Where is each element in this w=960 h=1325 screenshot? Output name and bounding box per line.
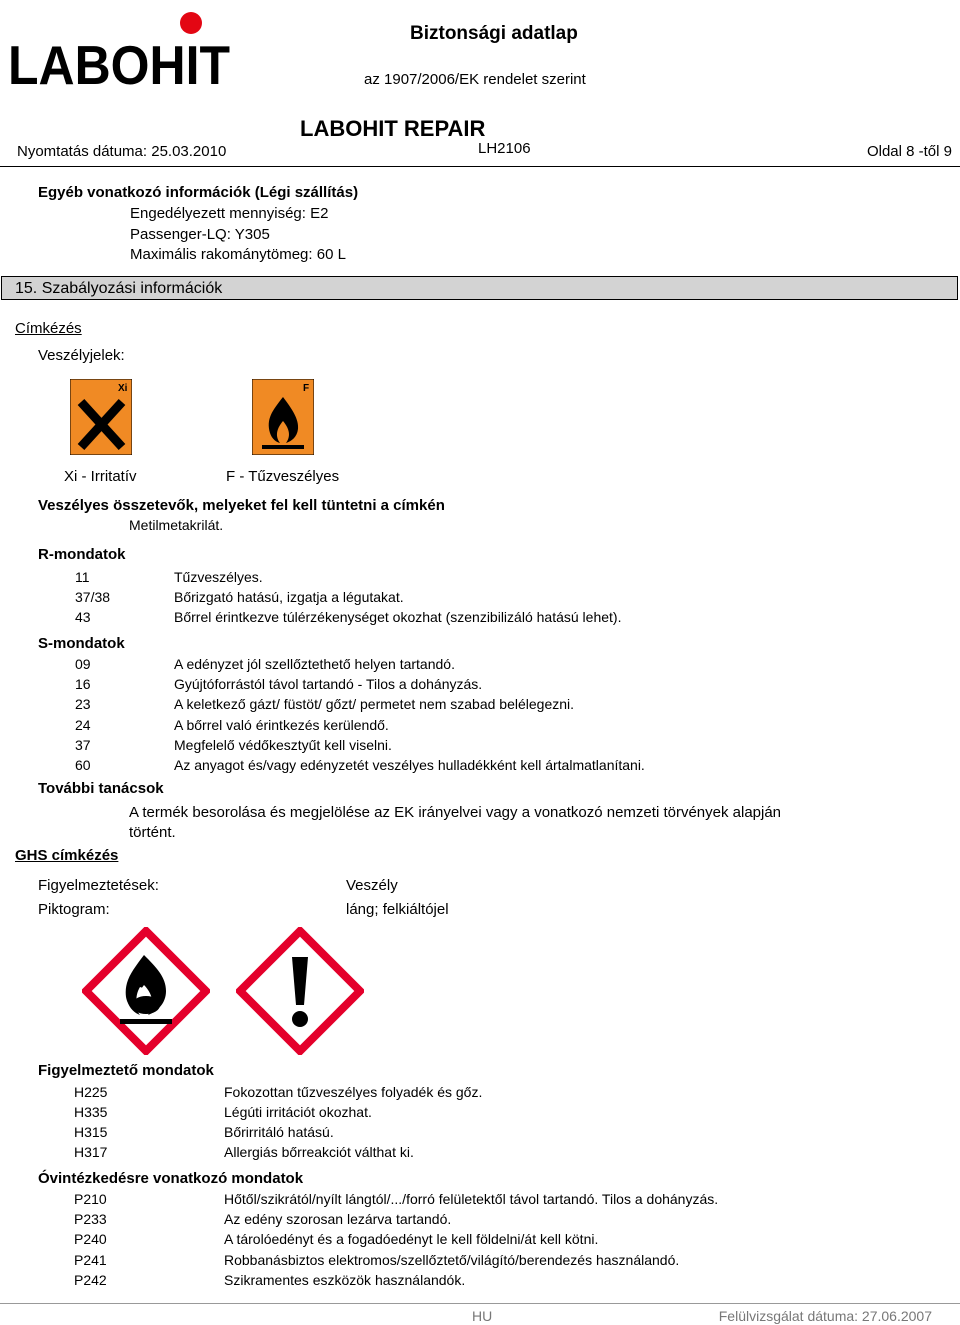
advice-text-line: A termék besorolása és megjelölése az EK irányelvei vagy a vonatkozó nemzeti törvények alapján xyxy=(129,804,782,821)
hazard-symbols-label: Veszélyjelek: xyxy=(38,347,125,364)
pictogram-value: láng; felkiáltójel xyxy=(346,901,449,918)
svg-text:Xi: Xi xyxy=(118,383,128,394)
h-statements-heading: Figyelmeztető mondatok xyxy=(38,1062,214,1079)
other-info-line: Passenger-LQ: Y305 xyxy=(130,226,270,243)
xi-caption: Xi - Irritatív xyxy=(64,468,137,485)
dangerous-components: Metilmetakrilát. xyxy=(129,517,224,533)
s-phrase-code: 24 xyxy=(75,717,91,733)
ghs-flame-pictogram xyxy=(82,927,210,1055)
r-phrase-text: Tűzveszélyes. xyxy=(174,569,263,585)
xi-symbol xyxy=(70,379,132,455)
s-phrase-text: A keletkező gázt/ füstöt/ gőzt/ permetet nem szabad belélegezni. xyxy=(174,696,575,712)
s-phrase-text: Az anyagot és/vagy edényzetét veszélyes hulladékként kell ártalmatlanítani. xyxy=(174,757,645,773)
signal-word-value: Veszély xyxy=(346,877,398,894)
other-info-line: Maximális rakománytömeg: 60 L xyxy=(130,246,346,263)
r-phrase-text: Bőrrel érintkezve túlérzékenységet okozhat (szenzibilizáló hatású lehet). xyxy=(174,609,622,625)
h-statement-text: Bőrirritáló hatású. xyxy=(224,1124,334,1140)
advice-text-line: történt. xyxy=(129,824,176,841)
r-phrase-code: 37/38 xyxy=(75,589,111,605)
footer-revision-date: Felülvizsgálat dátuma: 27.06.2007 xyxy=(718,1308,932,1324)
s-phrase-code: 16 xyxy=(75,676,91,692)
page-number: Oldal 8 -től 9 xyxy=(866,143,952,160)
s-phrase-code: 09 xyxy=(75,656,91,672)
s-phrase-code: 37 xyxy=(75,737,91,753)
s-phrase-text: A edényzet jól szellőztethető helyen tartandó. xyxy=(174,656,455,672)
s-phrase-code: 60 xyxy=(75,757,91,773)
p-statement-code: P241 xyxy=(74,1252,107,1268)
regulation-note: az 1907/2006/EK rendelet szerint xyxy=(364,71,586,88)
r-phrases-heading: R-mondatok xyxy=(38,546,126,563)
company-logo xyxy=(8,6,233,88)
p-statements-heading: Óvintézkedésre vonatkozó mondatok xyxy=(38,1170,304,1187)
h-statement-text: Allergiás bőrreakciót válthat ki. xyxy=(224,1144,414,1160)
product-name: LABOHIT REPAIR xyxy=(300,116,486,141)
s-phrase-text: A bőrrel való érintkezés kerülendő. xyxy=(174,717,389,733)
svg-text:F: F xyxy=(303,383,310,394)
h-statement-code: H335 xyxy=(74,1104,108,1120)
svg-text:LABOHIT: LABOHIT xyxy=(8,34,230,88)
h-statement-code: H315 xyxy=(74,1124,108,1140)
s-phrase-code: 23 xyxy=(75,696,91,712)
f-caption: F - Tűzveszélyes xyxy=(226,468,340,485)
f-flammable-icon xyxy=(252,379,314,455)
document-title: Biztonsági adatlap xyxy=(410,23,578,44)
product-code: LH2106 xyxy=(478,140,531,157)
h-statement-text: Fokozottan tűzveszélyes folyadék és gőz. xyxy=(224,1084,483,1100)
p-statement-code: P242 xyxy=(74,1272,107,1288)
f-symbol xyxy=(252,379,314,455)
h-statement-text: Légúti irritációt okozhat. xyxy=(224,1104,372,1120)
signal-word-label: Figyelmeztetések: xyxy=(38,877,159,894)
ghs-exclamation-icon xyxy=(236,927,364,1055)
other-info-heading: Egyéb vonatkozó információk (Légi szállítás) xyxy=(38,184,359,201)
p-statement-code: P240 xyxy=(74,1231,107,1247)
ghs-heading: GHS címkézés xyxy=(15,847,119,864)
header-rule xyxy=(0,166,960,167)
s-phrases-heading: S-mondatok xyxy=(38,635,125,652)
pictogram-label: Piktogram: xyxy=(38,901,110,918)
s-phrase-text: Gyújtóforrástól távol tartandó - Tilos a dohányzás. xyxy=(174,676,483,692)
r-phrase-code: 11 xyxy=(75,569,90,585)
p-statement-code: P210 xyxy=(74,1191,107,1207)
p-statement-code: P233 xyxy=(74,1211,107,1227)
advice-heading: További tanácsok xyxy=(38,780,164,797)
footer-rule xyxy=(0,1303,960,1304)
footer-language: HU xyxy=(472,1308,493,1324)
dangerous-components-heading: Veszélyes összetevők, melyeket fel kell tüntetni a címkén xyxy=(38,497,445,514)
section-15-bar xyxy=(1,276,958,300)
xi-irritant-icon xyxy=(70,379,132,455)
p-statement-text: Robbanásbiztos elektromos/szellőztető/világító/berendezés használandó. xyxy=(224,1252,680,1268)
other-info-line: Engedélyezett mennyiség: E2 xyxy=(130,205,329,222)
h-statement-code: H225 xyxy=(74,1084,108,1100)
p-statement-text: Hőtől/szikrától/nyílt lángtól/.../forró felületektől távol tartandó. Tilos a dohányzás. xyxy=(224,1191,719,1207)
p-statement-text: Az edény szorosan lezárva tartandó. xyxy=(224,1211,452,1227)
r-phrase-code: 43 xyxy=(75,609,91,625)
labohit-logo-icon xyxy=(8,6,233,88)
ghs-exclamation-pictogram xyxy=(236,927,364,1055)
p-statement-text: Szikramentes eszközök használandók. xyxy=(224,1272,466,1288)
h-statement-code: H317 xyxy=(74,1144,108,1160)
p-statement-text: A tárolóedényt és a fogadóedényt le kell földelni/át kell kötni. xyxy=(224,1231,599,1247)
ghs-flame-icon xyxy=(82,927,210,1055)
r-phrase-text: Bőrizgató hatású, izgatja a légutakat. xyxy=(174,589,404,605)
labeling-heading: Címkézés xyxy=(15,320,82,337)
print-date: Nyomtatás dátuma: 25.03.2010 xyxy=(17,143,227,160)
s-phrase-text: Megfelelő védőkesztyűt kell viselni. xyxy=(174,737,392,753)
section-15-title: 15. Szabályozási információk xyxy=(15,280,223,297)
